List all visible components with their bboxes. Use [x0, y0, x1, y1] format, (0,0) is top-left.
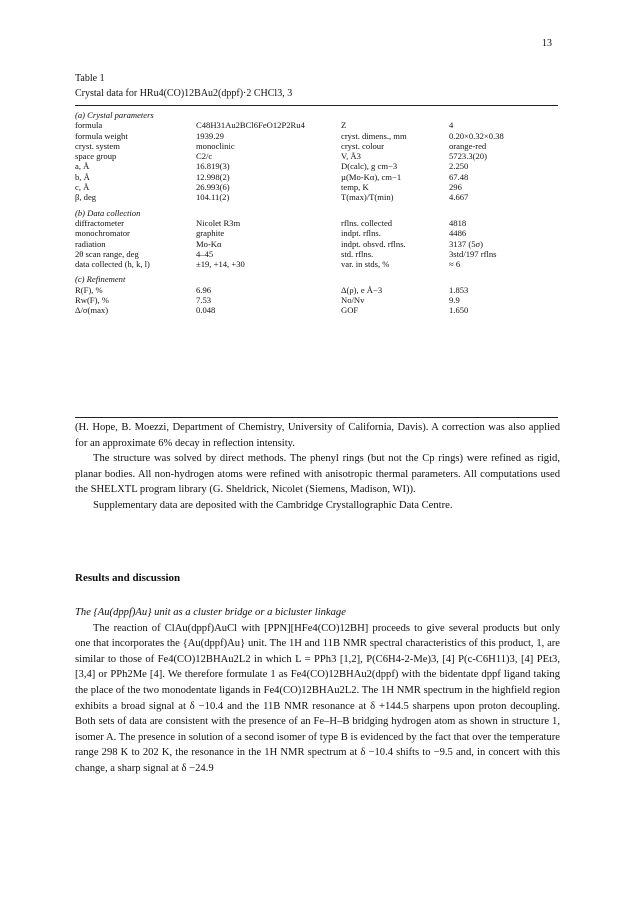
table-cell: Nicolet R3m [196, 217, 241, 228]
table-cell: 0.20×0.32×0.38 [449, 130, 504, 141]
table-cell: 1.650 [449, 305, 469, 316]
table-row [75, 305, 558, 315]
table-row [75, 131, 558, 141]
table-cell: rflns. collected [341, 217, 393, 228]
table-row [75, 295, 558, 305]
table-cell: 6.96 [196, 284, 212, 295]
table-cell: C48H31Au2BCl6FeO12P2Ru4 [196, 120, 305, 131]
table-cell: 2θ scan range, deg [75, 248, 139, 259]
table-top-rule [75, 105, 558, 106]
table-cell: 5723.3(20) [449, 151, 487, 162]
table-cell: formula weight [75, 130, 128, 141]
table-cell: 26.993(6) [196, 182, 230, 193]
table-label: Table 1 [75, 73, 105, 84]
table-cell: orange-red [449, 140, 487, 151]
page-number: 13 [542, 38, 552, 49]
table-cell: cryst. system [75, 140, 120, 151]
table-row [75, 218, 558, 228]
table-cell: cryst. colour [341, 140, 384, 151]
paragraph-structure: The structure was solved by direct methods. The phenyl rings (but not the Cp rings) were refined as rigid, planar bodies. All non-hydrogen atoms were refined with anisotropic thermal parameters. All computations used the SHELXTL program library (G. Sheldrick, Nicolet (Siemens, Madison, WI)). [75, 453, 560, 496]
table-row [75, 192, 558, 202]
table-cell: data collected (h, k, l) [75, 259, 150, 270]
table-cell: ±19, +14, +30 [196, 259, 245, 270]
table-row [75, 259, 558, 269]
table-cell: µ(Mo-Kα), cm−1 [341, 171, 402, 182]
table-cell: space group [75, 151, 117, 162]
table-cell: 1.853 [449, 284, 469, 295]
table-cell: graphite [196, 228, 225, 239]
body-text-top [75, 420, 560, 514]
table-cell: D(calc), g cm−3 [341, 161, 398, 172]
table-row [75, 285, 558, 295]
table-cell: β, deg [75, 192, 97, 203]
table-row [75, 141, 558, 151]
table-cell: temp, K [341, 182, 369, 193]
table-row [75, 182, 558, 192]
paragraph-supplementary: Supplementary data are deposited with the Cambridge Crystallographic Data Centre. [93, 499, 453, 511]
table-row [75, 172, 558, 182]
table-cell: Δ(ρ), e Å−3 [341, 284, 383, 295]
table-cell: Mo-Kα [196, 238, 222, 249]
table-cell: 4–45 [196, 248, 214, 259]
table-cell: monochromator [75, 228, 130, 239]
table-cell: indpt. rflns. [341, 228, 381, 239]
table-cell: GOF [341, 305, 359, 316]
table-cell: 7.53 [196, 295, 212, 306]
table-bottom-rule [75, 417, 558, 418]
table-cell: 9.9 [449, 295, 460, 306]
table-row [75, 239, 558, 249]
paragraph-reaction: The reaction of ClAu(dppf)AuCl with [PPN][HFe4(CO)12BH] proceeds to give several products but only one that incorporates the {Au(dppf)Au} unit. The 1H and 11B NMR spectral characteristics of this product, 1, are similar to those of Fe4(CO)12BHAu2L2 in which L = PPh3 [1,2], P(C6H4-2-Me)3, [4] P(c-C6H11)3, [4] PEt3, [3,4] or PPh2Me [4]. We therefore formulate 1 as Fe4(CO)12BHAu2(dppf) with the bidentate dppf ligand taking the place of the two monodentate ligands in Fe4(CO)12BHAu2L2. The 1H NMR spectrum in the highfield region exhibits a broad signal at δ −10.4 and the 11B NMR resonance at δ +144.5 sharpens upon proton decoupling. Both sets of data are consistent with the presence of an Fe–H–B bridging hydrogen atom as shown in structure 1, isomer A. The presence in solution of a second isomer of type B is evidenced by the fact that over the temperature range 298 K to 202 K, the resonance in the 1H NMR spectrum at δ −10.4 shifts to −9.5 and, in concert with this change, a sharp signal at δ −24.9 [75, 622, 560, 774]
table-cell: No/Nv [341, 295, 365, 306]
table-cell: 1939.29 [196, 130, 224, 141]
table-cell: cryst. dimens., mm [341, 130, 407, 141]
table-row [75, 161, 558, 171]
table-cell: 67.48 [449, 171, 469, 182]
table-cell: T(max)/T(min) [341, 192, 394, 203]
table-section-heading: (c) Refinement [75, 274, 126, 285]
table-cell: 0.048 [196, 305, 216, 316]
table-cell: Z [341, 120, 347, 131]
table-cell: 2.250 [449, 161, 469, 172]
table-caption: Crystal data for HRu4(CO)12BAu2(dppf)·2 CHCl3, 3 [75, 88, 293, 99]
table-cell: 4818 [449, 217, 467, 228]
table-cell: indpt. obsvd. rflns. [341, 238, 406, 249]
table-cell: c, Å [75, 182, 90, 193]
table-cell: 104.11(2) [196, 192, 230, 203]
table-section-heading: (a) Crystal parameters [75, 110, 154, 120]
table-cell: 4486 [449, 228, 467, 239]
table-cell: 4.667 [449, 192, 469, 203]
table-cell: radiation [75, 238, 106, 249]
table-cell: diffractometer [75, 217, 124, 228]
subsection-heading: The {Au(dppf)Au} unit as a cluster bridge or a bicluster linkage [75, 607, 346, 618]
table-row [75, 249, 558, 259]
section-heading: Results and discussion [75, 572, 181, 584]
table-cell: formula [75, 120, 103, 131]
table-cell: C2/c [196, 151, 213, 162]
table-row [75, 120, 558, 130]
table-cell: var. in stds, % [341, 259, 390, 270]
table-section-heading: (b) Data collection [75, 207, 141, 218]
table-cell: 3137 (5σ) [449, 238, 483, 249]
table-cell: 296 [449, 182, 462, 193]
table-cell: std. rflns. [341, 248, 374, 259]
table-cell: 12.998(2) [196, 171, 230, 182]
table-cell: Δ/σ(max) [75, 305, 109, 316]
table-cell: V, Å3 [341, 151, 361, 162]
table-cell: ≈ 6 [449, 259, 461, 270]
body-text-results [75, 605, 560, 777]
table-cell: 16.819(3) [196, 161, 230, 172]
table-cell: 3std/197 rflns [449, 248, 497, 259]
table-cell: R(F), % [75, 284, 103, 295]
table-cell: 4 [449, 120, 454, 131]
table-cell: monoclinic [196, 140, 235, 151]
paragraph-ack: (H. Hope, B. Moezzi, Department of Chemistry, University of California, Davis). A correction was also applied for an approximate 6% decay in reflection intensity. [75, 422, 560, 449]
table-cell: Rw(F), % [75, 295, 109, 306]
table-row [75, 228, 558, 238]
crystal-data-table [75, 110, 558, 316]
table-cell: b, Å [75, 171, 90, 182]
table-cell: a, Å [75, 161, 90, 172]
table-row [75, 151, 558, 161]
